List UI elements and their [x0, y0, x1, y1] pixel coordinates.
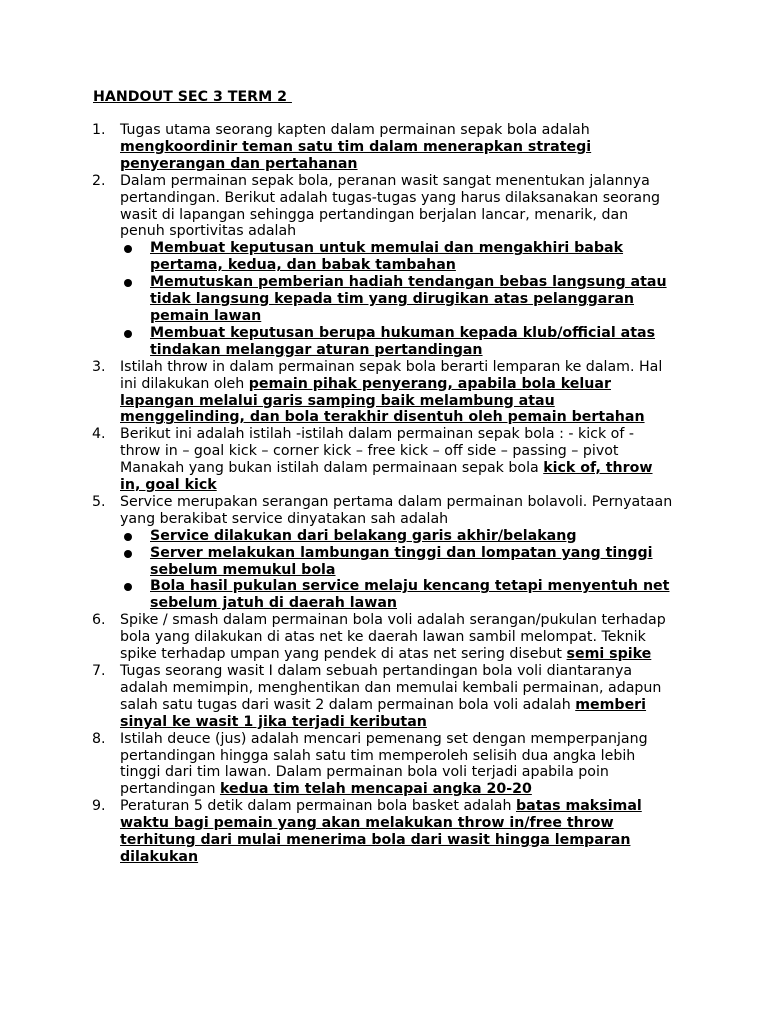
question-body: Tugas utama seorang kapten dalam permainan sepak bola adalah	[120, 122, 590, 138]
bullet-icon	[124, 533, 132, 541]
answer-text: Membuat keputusan untuk memulai dan mengakhiri babak pertama, kedua, dan babak tambahan	[150, 240, 624, 274]
question-body: Service merupakan serangan pertama dalam permainan bolavoli. Pernyataan yang berakibat service dinyatakan sah adalah	[120, 493, 673, 527]
question-text	[120, 426, 675, 494]
question-item-3	[92, 358, 675, 427]
question-item-6	[92, 612, 675, 663]
answer-text: semi spike	[566, 646, 652, 663]
question-number: 1.	[92, 122, 106, 138]
question-item-7	[92, 663, 675, 731]
question-number: 2.	[92, 172, 106, 189]
question-number: 9.	[92, 798, 106, 815]
answer-bullet-item	[120, 545, 675, 579]
answer-text: kick of, throw in, goal kick	[120, 460, 653, 494]
question-text	[120, 731, 675, 799]
answer-text: Service dilakukan dari belakang garis akhir/belakang	[150, 527, 577, 544]
handout-title: HANDOUT SEC 3 TERM 2	[93, 89, 292, 105]
answer-text: memberi sinyal ke wasit 1 jika terjadi keributan	[120, 696, 647, 730]
question-number: 3.	[92, 358, 106, 375]
question-item-8	[92, 730, 675, 799]
bullet-icon	[124, 279, 132, 287]
question-text	[120, 359, 675, 427]
question-body: Spike / smash dalam permainan bola voli adalah serangan/pukulan terhadap bola yang dilakukan di atas net ke daerah lawan sambil melompat. Teknik spike terhadap umpan yang pendek di atas net sering disebut	[120, 612, 666, 663]
question-text	[120, 663, 675, 731]
question-text	[120, 612, 675, 663]
answer-text: kedua tim telah mencapai angka 20-20	[219, 781, 532, 798]
question-number: 4.	[92, 426, 106, 443]
answer-text: Membuat keputusan berupa hukuman kepada klub/official atas tindakan melanggar aturan pertandingan	[150, 324, 656, 358]
answer-bullet-item	[120, 325, 675, 359]
question-body: Berikut ini adalah istilah -istilah dalam permainan sepak bola : - kick of - throw in – goal kick – corner kick – free kick – off side – passing – pivot Manakah yang bukan istilah dalam permainaan sepak bola	[120, 426, 634, 477]
answer-text: Server melakukan lambungan tinggi dan lompatan yang tinggi sebelum memukul bola	[150, 544, 653, 578]
answer-text: batas maksimal waktu bagi pemain yang akan melakukan throw in/free throw terhitung dari mulai menerima bola dari wasit hingga lemparan dilakukan	[120, 798, 642, 865]
question-number: 5.	[92, 493, 106, 510]
answer-bullet-item	[120, 274, 675, 325]
answer-text: Memutuskan pemberian hadiah tendangan bebas langsung atau tidak langsung kepada tim yang dirugikan atas pelanggaran pemain lawan	[150, 274, 667, 324]
question-body: Dalam permainan sepak bola, peranan wasit sangat menentukan jalannya pertandingan. Berikut adalah tugas-tugas yang harus dilaksanakan seorang wasit di lapangan sehingga pertandingan berjalan lancar, menarik, dan penuh sportivitas adalah	[120, 172, 661, 240]
question-item-1	[92, 122, 675, 173]
question-item-9	[92, 798, 675, 866]
question-item-5	[92, 493, 675, 612]
answer-bullet-list	[120, 528, 675, 613]
bullet-icon	[124, 245, 132, 253]
question-number: 7.	[92, 663, 106, 679]
bullet-icon	[124, 583, 132, 591]
answer-text: Bola hasil pukulan service melaju kencang tetapi menyentuh net sebelum jatuh di daerah lawan	[150, 578, 670, 612]
answer-bullet-item	[120, 578, 675, 612]
question-body: Tugas seorang wasit I dalam sebuah pertandingan bola voli diantaranya adalah memimpin, menghentikan dan memulai kembali permainan, adapun salah satu tugas dari wasit 2 dalam permainan bola voli adalah	[120, 663, 662, 713]
question-number: 8.	[92, 730, 106, 747]
answer-text: pemain pihak penyerang, apabila bola keluar lapangan melalui garis samping baik melambung atau menggelinding, dan bola terakhir disentuh oleh pemain bertahan	[120, 375, 645, 426]
question-item-2	[92, 172, 675, 359]
question-list	[92, 122, 675, 866]
question-body: Peraturan 5 detik dalam permainan bola basket adalah	[120, 798, 516, 815]
question-item-4	[92, 426, 675, 494]
question-body: Istilah deuce (jus) adalah mencari pemenang set dengan memperpanjang pertandingan hingga salah satu tim memperoleh selisih dua angka lebih tinggi dari tim lawan. Dalam permainan bola voli terjadi apabila poin pertandingan	[120, 730, 648, 798]
question-number: 6.	[92, 612, 106, 629]
bullet-icon	[124, 550, 132, 558]
answer-bullet-item	[120, 240, 675, 274]
question-text	[120, 798, 675, 866]
question-text	[120, 494, 675, 528]
question-text	[120, 122, 675, 173]
answer-bullet-item	[120, 528, 675, 545]
question-body: Istilah throw in dalam permainan sepak bola berarti lemparan ke dalam. Hal ini dilakukan oleh	[120, 358, 663, 392]
answer-bullet-list	[120, 240, 675, 358]
question-text	[120, 173, 675, 241]
bullet-icon	[124, 330, 132, 338]
answer-text: mengkoordinir teman satu tim dalam menerapkan strategi penyerangan dan pertahanan	[120, 138, 592, 172]
